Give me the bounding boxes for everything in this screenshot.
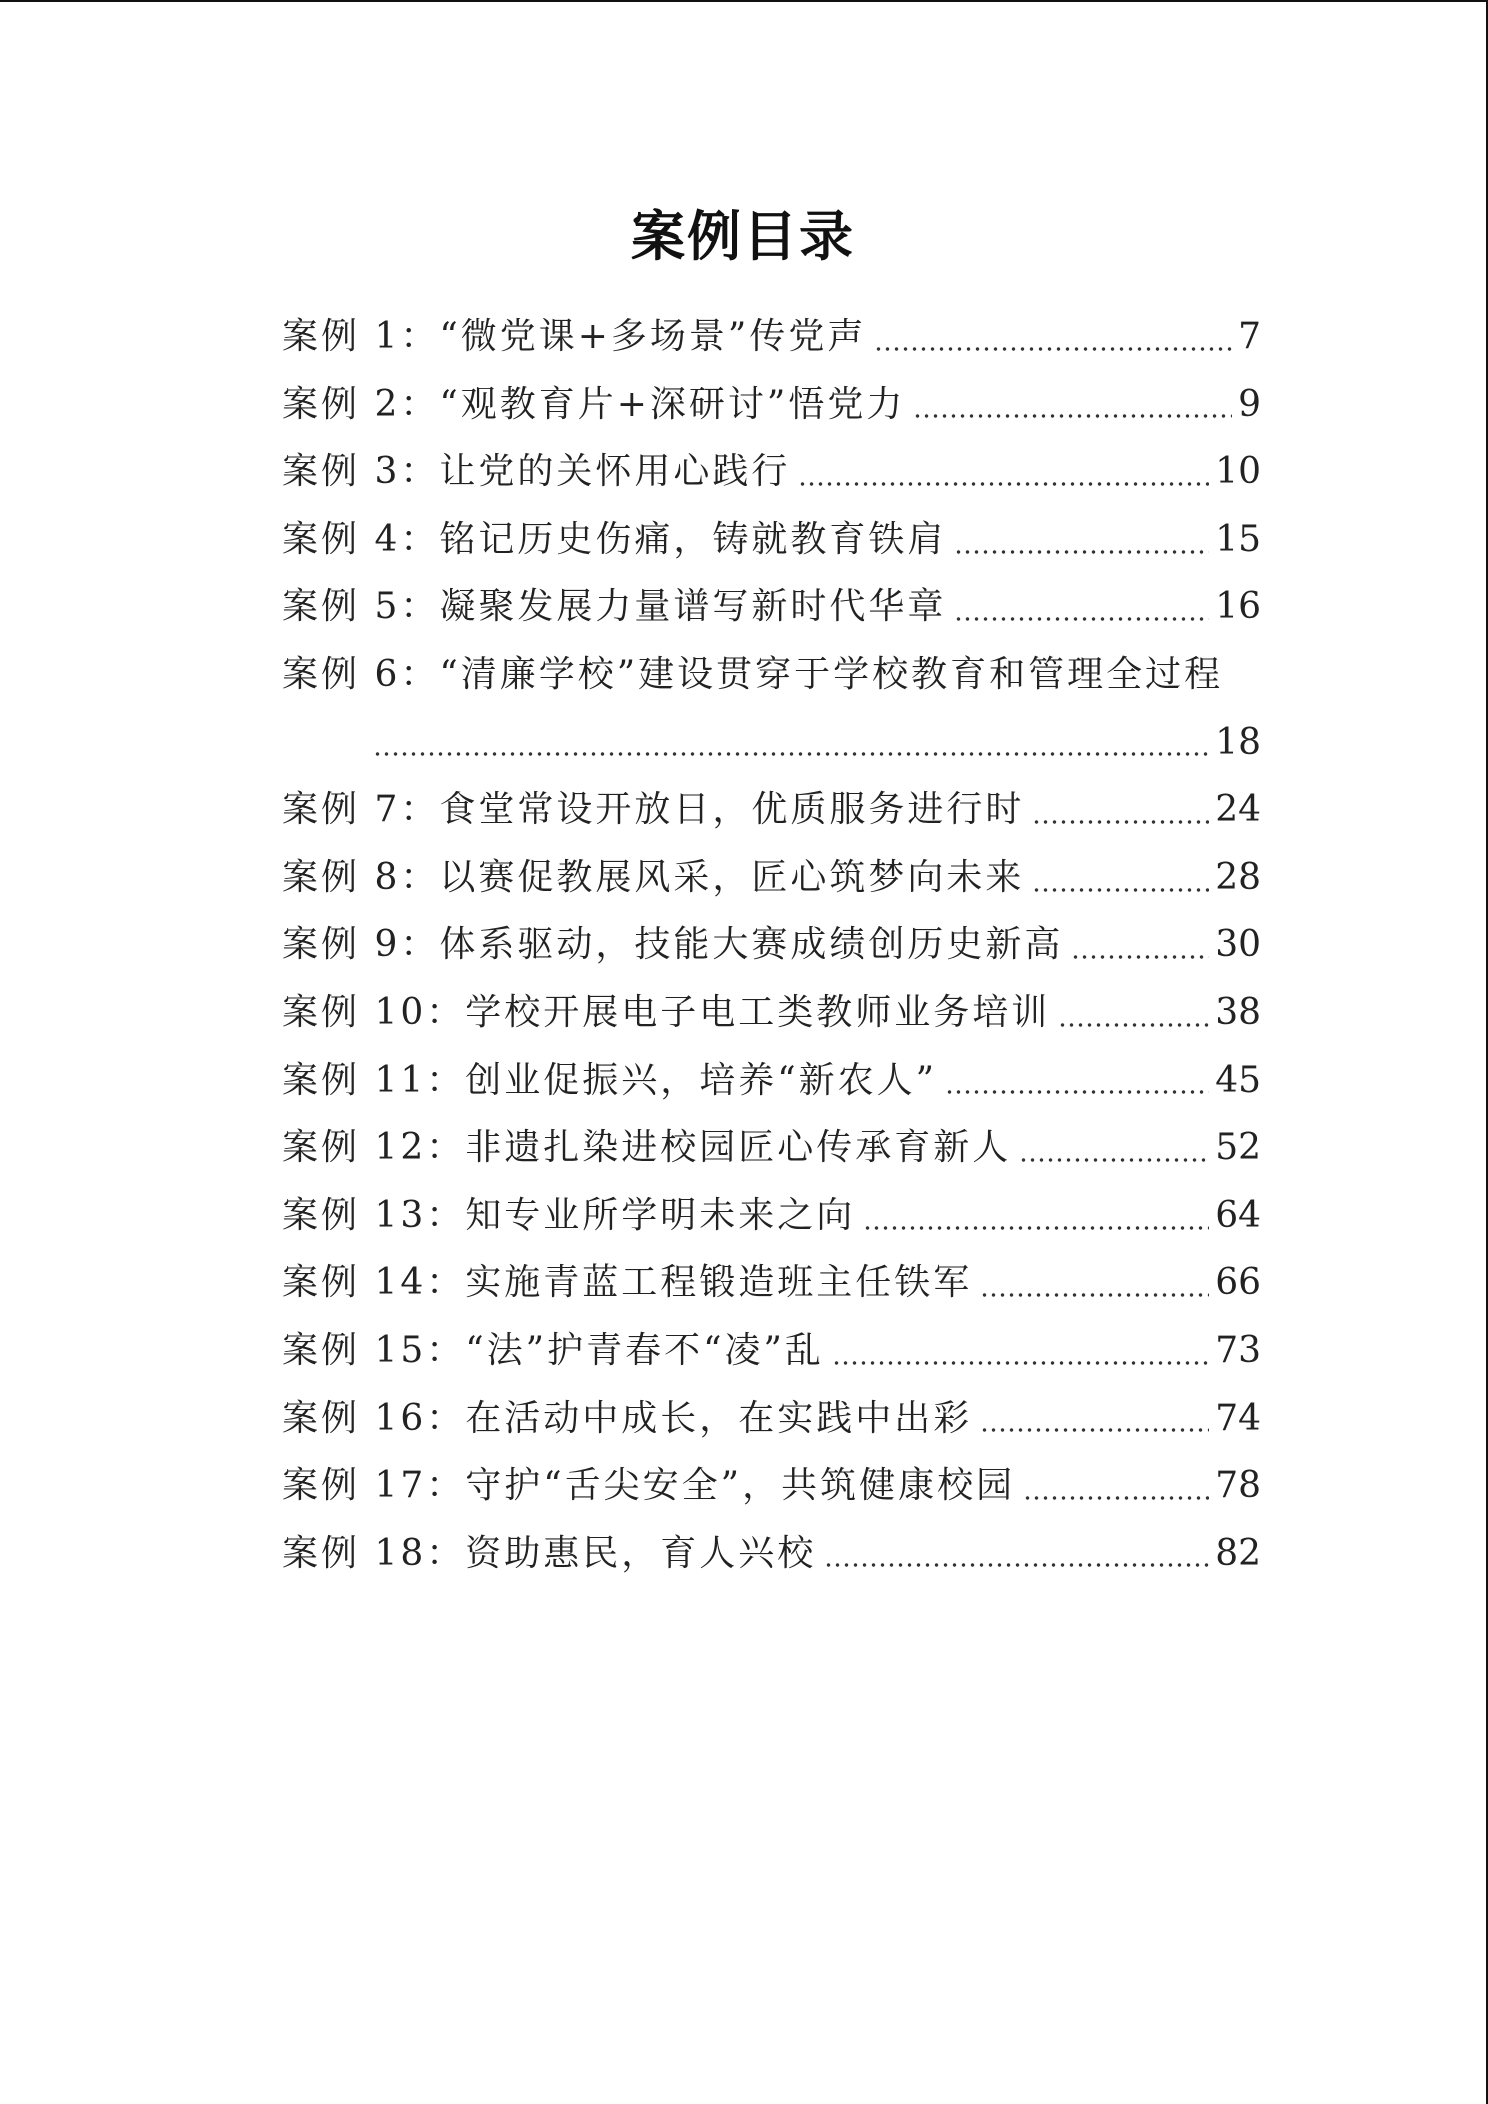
toc-entry-title: 以赛促教展风采，匠心筑梦向未来: [439, 856, 1025, 898]
toc-entry-page: 45: [1215, 1059, 1261, 1101]
dot-leader: [954, 573, 1209, 641]
toc-entry-prefix: 案例 7：: [282, 789, 440, 831]
dot-leader: [1071, 911, 1209, 979]
toc-entry-title: “清廉学校”建设贯穿于学校教育和管理全过程: [439, 653, 1224, 695]
dot-leader: [980, 1249, 1209, 1317]
toc-entry-title: 知专业所学明未来之向: [465, 1194, 856, 1236]
dot-leader: [980, 1385, 1209, 1453]
dot-leader: [798, 438, 1209, 506]
toc-entry: [282, 1520, 1261, 1588]
toc-entry-prefix: 案例 16：: [282, 1397, 466, 1439]
dot-leader: [1058, 979, 1209, 1047]
toc-entry: [282, 1114, 1261, 1182]
toc-entry-prefix: 案例 12：: [282, 1127, 466, 1169]
dot-leader: [874, 303, 1232, 371]
toc-entry-page: 30: [1215, 924, 1261, 966]
toc-entry-title: 学校开展电子电工类教师业务培训: [465, 991, 1051, 1033]
toc-entry-title: 实施青蓝工程锻造班主任铁军: [465, 1262, 973, 1304]
toc-entry: [282, 438, 1261, 506]
toc-entry-prefix: 案例 15：: [282, 1329, 466, 1371]
toc-entry-page: 82: [1215, 1532, 1261, 1574]
dot-leader: [1023, 1452, 1209, 1520]
toc-entry: [282, 303, 1261, 371]
toc-entry-title: 创业促振兴，培养“新农人”: [465, 1059, 938, 1101]
dot-leader: [824, 1520, 1209, 1588]
toc-entry: [282, 1047, 1261, 1115]
toc-entry-prefix: 案例 13：: [282, 1194, 466, 1236]
toc-entry-page: 52: [1215, 1127, 1261, 1169]
toc-entry-title: 凝聚发展力量谱写新时代华章: [439, 586, 947, 628]
toc-entry: [282, 371, 1261, 439]
toc-entry-page: 78: [1215, 1465, 1261, 1507]
toc-entry-prefix: 案例 8：: [282, 856, 440, 898]
toc-entry-title: 守护“舌尖安全”，共筑健康校园: [465, 1465, 1016, 1507]
dot-leader: [832, 1317, 1209, 1385]
toc-entry: [282, 506, 1261, 574]
toc-entry-page: 73: [1215, 1329, 1261, 1371]
toc-entry: [282, 1182, 1261, 1250]
toc-entry: [282, 1249, 1261, 1317]
toc-entry-page: 15: [1215, 518, 1261, 560]
toc-entry-prefix: 案例 17：: [282, 1465, 466, 1507]
toc-entry-prefix: 案例 11：: [282, 1059, 466, 1101]
table-of-contents: [282, 303, 1261, 1587]
toc-entry-prefix: 案例 6：: [282, 653, 440, 695]
dot-leader: [945, 1047, 1209, 1115]
toc-entry-title: “法”护青春不“凌”乱: [465, 1329, 824, 1371]
toc-entry-prefix: 案例 14：: [282, 1262, 466, 1304]
toc-entry-title: 铭记历史伤痛，铸就教育铁肩: [439, 518, 947, 560]
toc-entry: [282, 1317, 1261, 1385]
toc-entry: [282, 844, 1261, 912]
page-title: 案例目录: [631, 205, 855, 268]
toc-entry-prefix: 案例 5：: [282, 586, 440, 628]
dot-leader: [913, 371, 1232, 439]
toc-entry-prefix: 案例 4：: [282, 518, 440, 560]
toc-entry-title: 体系驱动，技能大赛成绩创历史新高: [439, 924, 1064, 966]
dot-leader: [1032, 844, 1209, 912]
toc-entry-page: 9: [1238, 383, 1261, 425]
toc-entry-title: “微党课+多场景”传党声: [439, 316, 867, 357]
toc-entry: [282, 641, 1261, 709]
toc-entry: [282, 776, 1261, 844]
toc-entry-page: 28: [1215, 856, 1261, 898]
toc-entry: [282, 979, 1261, 1047]
toc-entry-title: 在活动中成长，在实践中出彩: [465, 1397, 973, 1439]
dot-leader: [954, 506, 1209, 574]
toc-entry: [282, 573, 1261, 641]
toc-entry-prefix: 案例 10：: [282, 991, 466, 1033]
toc-entry: [282, 1452, 1261, 1520]
toc-entry: [282, 1385, 1261, 1453]
toc-entry-page: 10: [1215, 451, 1261, 493]
toc-entry-prefix: 案例 3：: [282, 451, 440, 493]
toc-entry-title: 资助惠民，育人兴校: [465, 1532, 817, 1574]
toc-entry-page: 18: [1215, 721, 1261, 763]
toc-entry-title: “观教育片+深研讨”悟党力: [439, 383, 906, 425]
toc-entry-title: 非遗扎染进校园匠心传承育新人: [465, 1127, 1012, 1169]
toc-entry-page: 7: [1238, 316, 1261, 357]
toc-entry-page: 64: [1215, 1194, 1261, 1236]
toc-entry-page: 16: [1215, 586, 1261, 628]
toc-entry-page: 38: [1215, 991, 1261, 1033]
toc-entry-page: 24: [1215, 789, 1261, 831]
toc-entry-title: 食堂常设开放日，优质服务进行时: [439, 789, 1025, 831]
dot-leader: [863, 1182, 1209, 1250]
toc-entry-prefix: 案例 2：: [282, 383, 440, 425]
toc-entry-prefix: 案例 1：: [282, 316, 440, 357]
toc-entry: [282, 911, 1261, 979]
toc-entry-page: 74: [1215, 1397, 1261, 1439]
toc-entry-title: 让党的关怀用心践行: [439, 451, 791, 493]
toc-entry-continuation: [282, 709, 1261, 777]
dot-leader: [373, 709, 1209, 777]
toc-entry-page: 66: [1215, 1262, 1261, 1304]
toc-entry-prefix: 案例 9：: [282, 924, 440, 966]
dot-leader: [1019, 1114, 1209, 1182]
dot-leader: [1032, 776, 1209, 844]
toc-entry-prefix: 案例 18：: [282, 1532, 466, 1574]
